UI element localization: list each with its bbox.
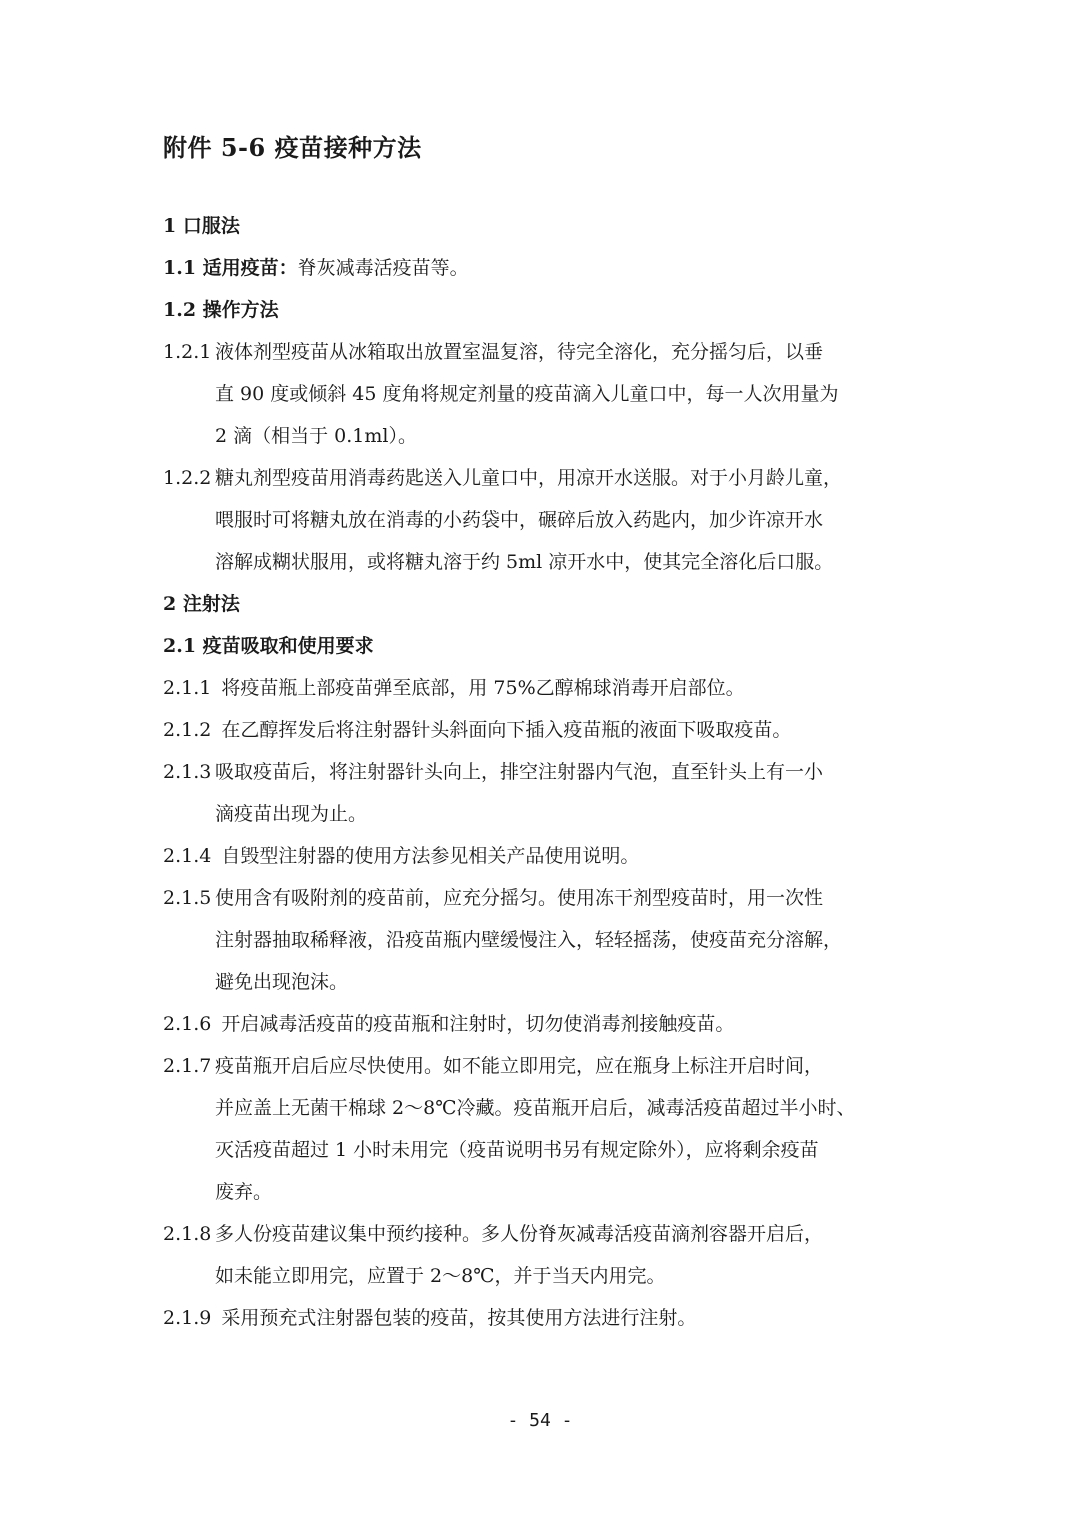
item-line: 使用含有吸附剂的疫苗前，应充分摇匀。使用冻干剂型疫苗时，用一次性: [215, 887, 824, 909]
item-number: 2.1.4: [163, 845, 212, 867]
section-heading-oral: 1 口服法: [163, 215, 240, 237]
list-item-2-1-9: [163, 1297, 933, 1339]
item-line: 采用预充式注射器包装的疫苗，按其使用方法进行注射。: [221, 1307, 697, 1329]
list-item-1-2-2: [163, 457, 933, 583]
item-line: 将疫苗瓶上部疫苗弹至底部，用 75%乙醇棉球消毒开启部位。: [221, 677, 745, 699]
list-item-2-1-5: [163, 877, 933, 1003]
item-text: [221, 667, 933, 709]
item-line: 液体剂型疫苗从冰箱取出放置室温复溶，待完全溶化，充分摇匀后，以垂: [215, 341, 824, 363]
item-line: 糖丸剂型疫苗用消毒药匙送入儿童口中，用凉开水送服。对于小月龄儿童，: [215, 467, 843, 489]
document-body: [163, 205, 933, 1339]
item-text: [221, 1297, 933, 1339]
item-text: [221, 835, 933, 877]
item-line: 疫苗瓶开启后应尽快使用。如不能立即用完，应在瓶身上标注开启时间，: [215, 1055, 824, 1077]
item-text: [215, 457, 933, 583]
item-line: 避免出现泡沫。: [215, 971, 349, 993]
list-item-2-1-7: [163, 1045, 933, 1213]
item-line: 多人份疫苗建议集中预约接种。多人份脊灰减毒活疫苗滴剂容器开启后，: [215, 1223, 824, 1245]
subsection-text: 脊灰减毒活疫苗等。: [297, 257, 469, 279]
list-item-2-1-3: [163, 751, 933, 835]
item-text: [215, 1213, 933, 1297]
item-number: 2.1.1: [163, 677, 212, 699]
item-line: 喂服时可将糖丸放在消毒的小药袋中，碾碎后放入药匙内，加少许凉开水: [215, 509, 824, 531]
item-line: 如未能立即用完，应置于 2～8℃，并于当天内用完。: [215, 1265, 666, 1287]
subsection-heading-drawing: 2.1 疫苗吸取和使用要求: [163, 635, 374, 657]
item-text: [215, 331, 933, 457]
item-line: 在乙醇挥发后将注射器针头斜面向下插入疫苗瓶的液面下吸取疫苗。: [221, 719, 792, 741]
item-line: 开启减毒活疫苗的疫苗瓶和注射时，切勿使消毒剂接触疫苗。: [221, 1013, 735, 1035]
page-title: 附件 5-6 疫苗接种方法: [163, 133, 422, 162]
item-text: [221, 1003, 933, 1045]
item-number: 2.1.6: [163, 1013, 212, 1035]
list-item-2-1-1: [163, 667, 933, 709]
item-number: 2.1.5: [163, 887, 212, 909]
item-text: [215, 751, 933, 835]
item-line: 吸取疫苗后，将注射器针头向上，排空注射器内气泡，直至针头上有一小: [215, 761, 824, 783]
item-text: [221, 709, 933, 751]
item-text: [215, 877, 933, 1003]
item-line: 自毁型注射器的使用方法参见相关产品使用说明。: [221, 845, 640, 867]
item-number: 2.1.2: [163, 719, 212, 741]
page-number: - 54 -: [507, 1410, 573, 1431]
list-item-2-1-4: [163, 835, 933, 877]
item-line: 直 90 度或倾斜 45 度角将规定剂量的疫苗滴入儿童口中，每一人次用量为: [215, 383, 839, 405]
item-number: 1.2.2: [163, 467, 212, 489]
item-text: [215, 1045, 933, 1213]
section-heading-injection: 2 注射法: [163, 593, 240, 615]
item-number: 2.1.3: [163, 761, 212, 783]
subsection-applicable-vaccines: [163, 247, 933, 289]
item-line: 溶解成糊状服用，或将糖丸溶于约 5ml 凉开水中，使其完全溶化后口服。: [215, 551, 834, 573]
item-line: 2 滴（相当于 0.1ml）。: [215, 425, 417, 447]
item-line: 并应盖上无菌干棉球 2～8℃冷藏。疫苗瓶开启后，减毒活疫苗超过半小时、: [215, 1097, 856, 1119]
item-number: 2.1.7: [163, 1055, 212, 1077]
list-item-1-2-1: [163, 331, 933, 457]
list-item-2-1-8: [163, 1213, 933, 1297]
item-number: 2.1.8: [163, 1223, 212, 1245]
subsection-heading-operation: 1.2 操作方法: [163, 299, 279, 321]
item-number: 1.2.1: [163, 341, 212, 363]
item-line: 废弃。: [215, 1181, 273, 1203]
subsection-label: 1.1 适用疫苗：: [163, 257, 298, 279]
list-item-2-1-6: [163, 1003, 933, 1045]
item-number: 2.1.9: [163, 1307, 212, 1329]
item-line: 注射器抽取稀释液，沿疫苗瓶内壁缓慢注入，轻轻摇荡，使疫苗充分溶解，: [215, 929, 843, 951]
item-line: 灭活疫苗超过 1 小时未用完（疫苗说明书另有规定除外），应将剩余疫苗: [215, 1139, 819, 1161]
item-line: 滴疫苗出现为止。: [215, 803, 368, 825]
list-item-2-1-2: [163, 709, 933, 751]
